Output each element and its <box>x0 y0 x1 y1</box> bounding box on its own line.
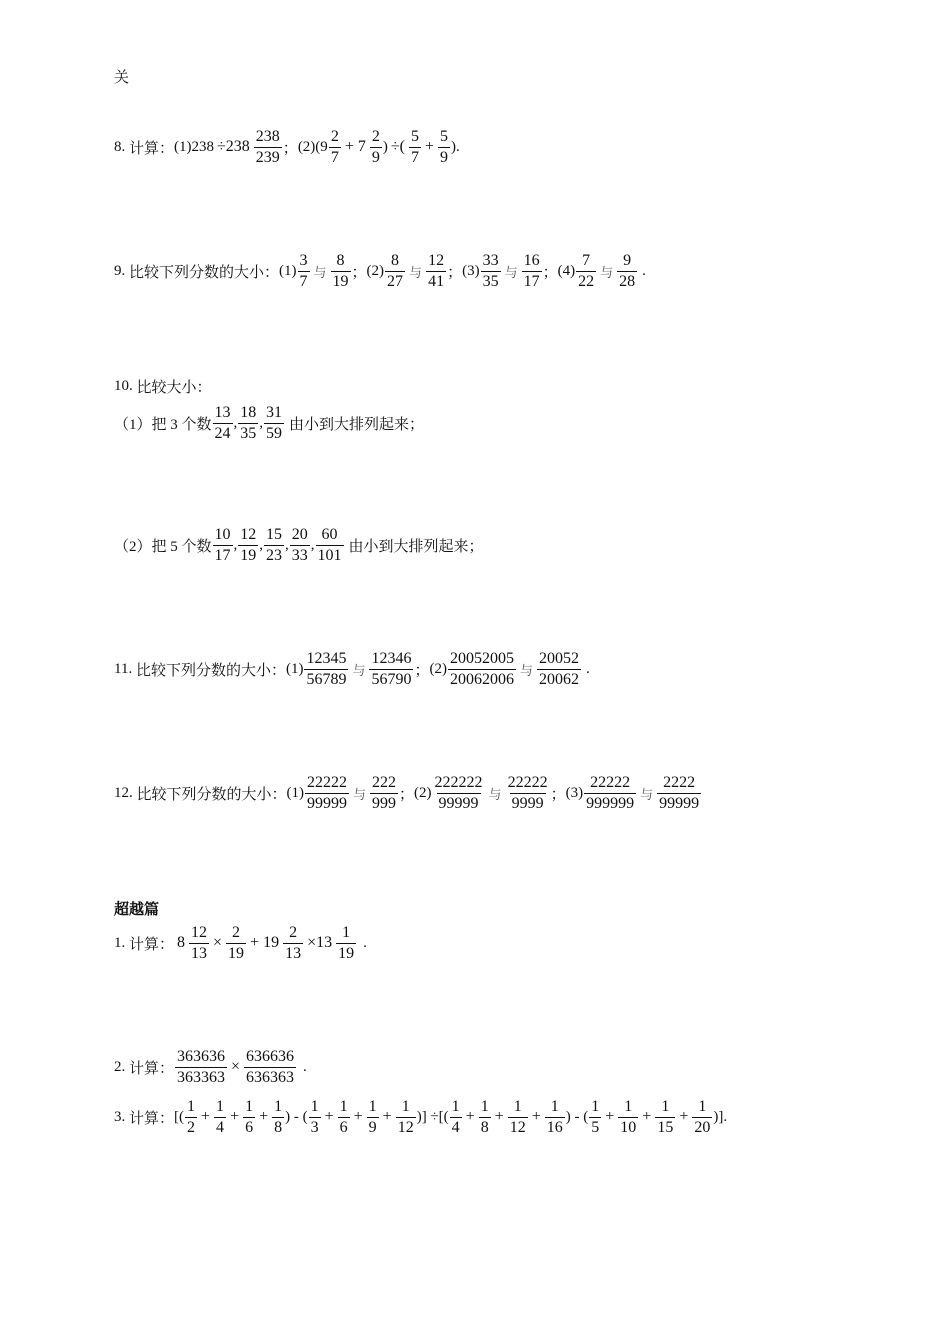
numerator: 12345 <box>306 650 347 667</box>
numerator: 5 <box>439 128 448 145</box>
fraction <box>244 1048 296 1086</box>
problem-label: 比较下列分数的大小： <box>129 264 280 281</box>
numerator: 1 <box>550 1098 559 1115</box>
fraction <box>370 128 382 166</box>
numerator: 16 <box>523 252 540 269</box>
denominator: 24 <box>214 424 231 442</box>
fraction <box>655 1098 675 1136</box>
denominator: 35 <box>240 424 257 442</box>
fraction <box>272 1098 284 1136</box>
fraction <box>304 650 348 688</box>
numerator: 2 <box>232 924 241 941</box>
numerator: 1 <box>661 1098 670 1115</box>
fraction <box>316 526 344 564</box>
denominator: 20062006 <box>450 670 514 688</box>
separator: ； <box>351 264 367 281</box>
separator: ； <box>414 662 430 679</box>
plus: + <box>531 1108 541 1126</box>
numerator: 12 <box>428 252 445 269</box>
numerator: 363636 <box>177 1048 226 1065</box>
denominator: 56789 <box>306 670 347 688</box>
denominator: 2 <box>187 1118 196 1136</box>
fraction <box>369 650 413 688</box>
problem-number: 10. <box>114 378 133 394</box>
denominator: 99999 <box>659 794 700 812</box>
problem-12 <box>114 774 702 812</box>
numerator: 1 <box>216 1098 225 1115</box>
denominator: 9 <box>368 1118 377 1136</box>
denominator: 101 <box>317 546 342 564</box>
numerator: 1 <box>698 1098 707 1115</box>
fraction <box>185 1098 197 1136</box>
expr-text: × <box>213 934 223 952</box>
part-label: (1) <box>286 784 305 801</box>
fraction <box>367 1098 379 1136</box>
comma: , <box>310 536 315 553</box>
expr-text: (1)238 <box>174 138 215 155</box>
numerator: 2 <box>330 128 339 145</box>
denominator: 16 <box>546 1118 563 1136</box>
plus: + <box>605 1108 615 1126</box>
problem-number: 3. <box>114 1108 126 1125</box>
challenge-3 <box>114 1098 727 1136</box>
end-dot: . <box>303 1058 307 1075</box>
fraction <box>226 924 246 962</box>
expr-text: ). <box>450 138 460 155</box>
problem-label: 比较下列分数的大小： <box>135 662 286 679</box>
yu-text: 与 <box>409 264 423 280</box>
plus: + <box>382 1108 392 1126</box>
fraction <box>537 650 581 688</box>
denominator: 27 <box>387 272 404 290</box>
separator: ； <box>282 140 298 157</box>
numerator: 1 <box>245 1098 254 1115</box>
fraction <box>506 774 550 812</box>
separator: ； <box>399 786 415 803</box>
fraction <box>481 252 501 290</box>
problem-number: 2. <box>114 1058 126 1075</box>
problem-10-part-1 <box>114 404 424 442</box>
numerator: 9 <box>623 252 632 269</box>
comma: , <box>285 536 289 553</box>
problem-number: 8. <box>114 138 126 155</box>
problem-number: 9. <box>114 262 126 279</box>
fraction <box>189 924 209 962</box>
fraction <box>692 1098 712 1136</box>
numerator: 1 <box>368 1098 377 1115</box>
numerator: 1 <box>401 1098 410 1115</box>
fraction <box>617 252 637 290</box>
yu-text: 与 <box>520 662 534 678</box>
fraction <box>545 1098 565 1136</box>
expr-text: + 19 <box>250 934 280 952</box>
part-label: (1) <box>279 262 297 279</box>
denominator: 17 <box>214 546 231 564</box>
comma: , <box>259 536 264 553</box>
fraction <box>336 924 356 962</box>
numerator: 1 <box>591 1098 600 1115</box>
denominator: 17 <box>523 272 540 290</box>
numerator: 3 <box>299 252 308 269</box>
comma: , <box>233 414 238 431</box>
expr-text: ) - ( <box>565 1108 589 1125</box>
section-title: 超越篇 <box>114 900 160 918</box>
numerator: 12346 <box>371 650 412 667</box>
part-label: (2) <box>414 784 432 801</box>
numerator: 31 <box>266 404 283 421</box>
fraction <box>175 1048 227 1086</box>
numerator: 22222 <box>307 774 348 791</box>
denominator: 20 <box>694 1118 711 1136</box>
fraction <box>213 526 233 564</box>
fraction <box>657 774 701 812</box>
problem-11 <box>114 650 590 688</box>
denominator: 13 <box>285 944 302 962</box>
separator: ； <box>542 264 558 281</box>
plus: + <box>642 1108 652 1126</box>
plus: + <box>679 1108 689 1126</box>
problem-label: 比较大小： <box>136 380 212 396</box>
numerator: 1 <box>187 1098 196 1115</box>
denominator: 9 <box>439 148 448 166</box>
end-dot: . <box>363 934 367 951</box>
part-text: （2）把 5 个数 <box>114 538 212 555</box>
fraction <box>438 128 450 166</box>
numerator: 20052005 <box>450 650 514 667</box>
denominator: 12 <box>397 1118 414 1136</box>
numerator: 8 <box>391 252 400 269</box>
denominator: 999999 <box>586 794 635 812</box>
problem-label: 比较下列分数的大小： <box>136 786 287 803</box>
numerator: 10 <box>214 526 231 543</box>
numerator: 60 <box>321 526 338 543</box>
yu-text: 与 <box>488 786 502 802</box>
yu-text: 与 <box>640 786 654 802</box>
numerator: 12 <box>191 924 208 941</box>
part-text: （1）把 3 个数 <box>114 416 212 433</box>
fraction <box>409 128 421 166</box>
numerator: 7 <box>582 252 591 269</box>
problem-10 <box>114 376 212 397</box>
denominator: 7 <box>330 148 339 166</box>
denominator: 15 <box>657 1118 674 1136</box>
denominator: 99999 <box>438 794 479 812</box>
denominator: 4 <box>451 1118 460 1136</box>
numerator: 20052 <box>539 650 580 667</box>
problem-9 <box>114 252 646 290</box>
part-text: 由小到大排列起来； <box>348 538 484 555</box>
denominator: 19 <box>338 944 355 962</box>
denominator: 363363 <box>177 1068 226 1086</box>
yu-text: 与 <box>600 264 614 280</box>
expr-text: )]. <box>713 1108 728 1125</box>
numerator: 20 <box>291 526 308 543</box>
separator: ； <box>447 264 463 281</box>
expr-text: ) <box>382 138 388 155</box>
numerator: 15 <box>266 526 283 543</box>
fraction <box>238 404 258 442</box>
fraction <box>450 1098 462 1136</box>
numerator: 238 <box>255 128 280 145</box>
denominator: 28 <box>619 272 636 290</box>
denominator: 19 <box>228 944 245 962</box>
numerator: 1 <box>513 1098 522 1115</box>
end-dot: . <box>642 262 646 279</box>
yu-text: 与 <box>353 786 367 802</box>
challenge-1 <box>114 924 367 962</box>
part-label: (4) <box>557 262 576 279</box>
fraction <box>331 252 351 290</box>
numerator: 2 <box>289 924 298 941</box>
denominator: 3 <box>310 1118 319 1136</box>
denominator: 12 <box>509 1118 526 1136</box>
numerator: 222 <box>372 774 397 791</box>
numerator: 222222 <box>434 774 483 791</box>
denominator: 9 <box>371 148 380 166</box>
fraction <box>305 774 349 812</box>
denominator: 6 <box>245 1118 254 1136</box>
part-label: (1) <box>285 660 304 677</box>
denominator: 20062 <box>539 670 580 688</box>
part-label: (3) <box>462 262 480 279</box>
part-label: (3) <box>565 784 584 801</box>
numerator: 2222 <box>663 774 696 791</box>
fraction <box>264 526 284 564</box>
fraction <box>584 774 636 812</box>
yu-text: 与 <box>313 264 327 280</box>
numerator: 1 <box>274 1098 283 1115</box>
denominator: 999 <box>372 794 397 812</box>
fraction <box>522 252 542 290</box>
denominator: 239 <box>255 148 280 166</box>
plus: + <box>494 1108 504 1126</box>
page-header-char <box>114 66 129 87</box>
fraction <box>283 924 303 962</box>
fraction <box>576 252 596 290</box>
fraction <box>589 1098 601 1136</box>
numerator: 1 <box>310 1098 319 1115</box>
denominator: 19 <box>332 272 349 290</box>
plus: + <box>465 1108 475 1126</box>
problem-label: 计算： <box>129 1060 175 1077</box>
fraction <box>396 1098 416 1136</box>
expr-text: ×13 <box>307 934 333 952</box>
fraction <box>254 128 282 166</box>
denominator: 13 <box>191 944 208 962</box>
fraction <box>298 252 310 290</box>
comma: , <box>233 536 238 553</box>
numerator: 1 <box>342 924 351 941</box>
numerator: 22222 <box>507 774 548 791</box>
problem-number: 11. <box>114 660 133 677</box>
denominator: 35 <box>482 272 499 290</box>
denominator: 56790 <box>371 670 412 688</box>
denominator: 59 <box>266 424 283 442</box>
expr-text: + <box>424 138 434 156</box>
numerator: 13 <box>214 404 231 421</box>
problem-8 <box>114 128 460 166</box>
problem-label: 计算： <box>129 140 175 157</box>
header-text: 关 <box>114 70 130 86</box>
denominator: 22 <box>578 272 595 290</box>
numerator: 8 <box>336 252 345 269</box>
part-text: 由小到大排列起来； <box>289 416 425 433</box>
plus: + <box>230 1108 240 1126</box>
denominator: 41 <box>428 272 445 290</box>
numerator: 636636 <box>246 1048 295 1065</box>
numerator: 18 <box>240 404 257 421</box>
numerator: 33 <box>482 252 499 269</box>
denominator: 33 <box>291 546 308 564</box>
expr-text: × <box>231 1058 241 1076</box>
problem-10-part-2 <box>114 526 484 564</box>
problem-number: 1. <box>114 934 126 951</box>
denominator: 7 <box>299 272 308 290</box>
fraction <box>426 252 446 290</box>
denominator: 8 <box>480 1118 489 1136</box>
fraction <box>618 1098 638 1136</box>
yu-text: 与 <box>504 264 518 280</box>
numerator: 22222 <box>590 774 631 791</box>
expr-text: ) - ( <box>285 1108 308 1125</box>
fraction <box>508 1098 528 1136</box>
yu-text: 与 <box>352 662 366 678</box>
fraction <box>264 404 284 442</box>
numerator: 1 <box>480 1098 489 1115</box>
expr-text: )] ÷[( <box>416 1108 449 1125</box>
part-label: (2) <box>366 262 385 279</box>
numerator: 1 <box>339 1098 348 1115</box>
fraction <box>385 252 405 290</box>
end-dot: . <box>586 660 590 677</box>
problem-number: 12. <box>114 784 133 801</box>
fraction <box>214 1098 226 1136</box>
denominator: 23 <box>266 546 283 564</box>
fraction <box>433 774 485 812</box>
section-heading <box>114 898 159 919</box>
numerator: 2 <box>371 128 380 145</box>
plus: + <box>201 1108 211 1126</box>
fraction <box>290 526 310 564</box>
challenge-2 <box>114 1048 307 1086</box>
fraction <box>329 128 341 166</box>
denominator: 10 <box>620 1118 637 1136</box>
fraction <box>309 1098 321 1136</box>
denominator: 6 <box>339 1118 348 1136</box>
problem-label: 计算： <box>129 1110 175 1127</box>
fraction <box>479 1098 491 1136</box>
plus: + <box>353 1108 363 1126</box>
fraction <box>338 1098 350 1136</box>
denominator: 636363 <box>246 1068 295 1086</box>
plus: + <box>324 1108 334 1126</box>
expr-text: [( <box>174 1108 185 1125</box>
expr-text: (2)(9 <box>297 138 328 155</box>
expr-text: ÷( <box>390 138 405 156</box>
fraction <box>370 774 398 812</box>
plus: + <box>259 1108 269 1126</box>
part-label: (2) <box>429 660 447 677</box>
separator: ； <box>550 786 566 803</box>
numerator: 12 <box>240 526 257 543</box>
expr-text: ÷238 <box>217 138 250 156</box>
denominator: 8 <box>274 1118 283 1136</box>
comma: , <box>259 414 264 431</box>
denominator: 5 <box>591 1118 600 1136</box>
denominator: 19 <box>240 546 257 564</box>
numerator: 5 <box>410 128 419 145</box>
denominator: 4 <box>216 1118 225 1136</box>
denominator: 99999 <box>307 794 348 812</box>
fraction <box>238 526 258 564</box>
numerator: 1 <box>451 1098 460 1115</box>
numerator: 1 <box>624 1098 633 1115</box>
expr-text: + 7 <box>344 138 366 156</box>
denominator: 7 <box>410 148 419 166</box>
fraction <box>448 650 516 688</box>
problem-label: 计算： <box>129 936 175 953</box>
fraction <box>243 1098 255 1136</box>
expr-text: 8 <box>177 934 186 952</box>
fraction <box>213 404 233 442</box>
denominator: 9999 <box>511 794 544 812</box>
